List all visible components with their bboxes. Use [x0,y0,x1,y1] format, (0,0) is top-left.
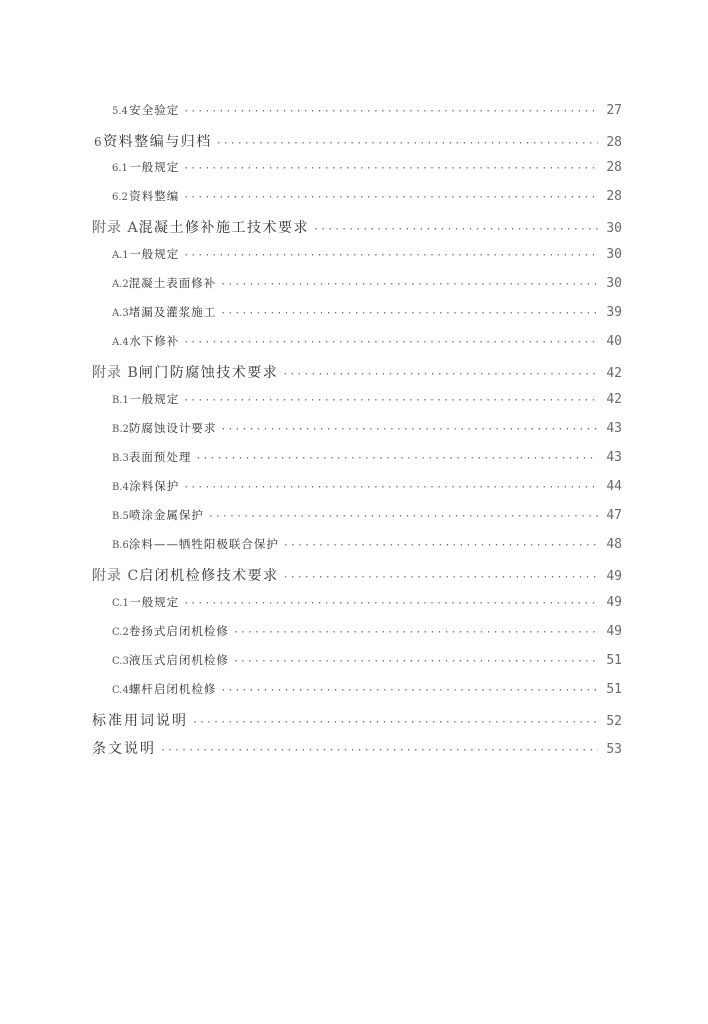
toc-entry-title: 螺杆启闭机检修 [128,682,217,696]
dot-leader [208,511,598,522]
toc-entry-number: C.2 [112,627,129,638]
dot-leader [195,453,598,464]
toc-entry-page: 51 [606,682,622,697]
toc-entry-title: 卷扬式启闭机检修 [128,624,229,638]
toc-entry[interactable] [92,449,622,478]
toc-entry-title: 表面预处理 [128,450,192,464]
dot-leader [283,572,598,583]
dot-leader [220,279,598,290]
toc-entry-number: C.4 [112,685,129,696]
toc-entry-title: 液压式启闭机检修 [128,653,229,667]
toc-entry-title: 涂料保护 [129,479,180,493]
toc-entry-page: 47 [606,508,622,523]
toc-entry[interactable] [92,304,622,333]
dot-leader [160,745,598,756]
toc-entry-number: C.1 [112,598,129,609]
toc-entry-page: 43 [606,450,622,465]
toc-entry[interactable] [92,738,622,766]
dot-leader [183,250,598,261]
toc-entry-title: 涂料——牺牲阳极联合保护 [128,537,279,551]
toc-entry-number: B.1 [112,395,129,406]
toc-entry-title: 水下修补 [129,334,180,348]
toc-entry[interactable] [92,131,622,159]
toc-entry-number: A.2 [112,279,129,290]
toc-entry-number: C.3 [112,656,129,667]
toc-entry-number: A.4 [112,337,129,348]
toc-entry-title: 标准用词说明 [92,713,188,729]
toc-entry-page: 51 [606,653,622,668]
toc-entry-title: 一般规定 [129,392,180,406]
toc-entry-page: 49 [606,569,622,584]
dot-leader [220,308,598,319]
toc-entry[interactable] [92,102,622,131]
toc-entry-page: 52 [606,714,622,729]
toc-entry[interactable] [92,420,622,449]
toc-entry[interactable] [92,188,622,217]
dot-leader [233,656,598,667]
toc-entry-number: B.6 [112,540,129,551]
toc-entry[interactable] [92,536,622,565]
toc-entry[interactable] [92,710,622,738]
toc-entry-page: 40 [606,334,622,349]
dot-leader [183,163,598,174]
toc-entry-title: 资料整编与归档 [103,134,212,150]
dot-leader [183,106,598,117]
toc-entry[interactable] [92,565,622,594]
toc-entry-title: 混凝土表面修补 [128,276,217,290]
toc-entry-page: 30 [606,276,622,291]
dot-leader [220,424,598,435]
dot-leader [283,540,598,551]
toc-entry-page: 48 [606,537,622,552]
toc-entry-page: 28 [606,189,622,204]
toc-entry-page: 30 [606,247,622,262]
dot-leader [183,395,598,406]
toc-entry[interactable] [92,246,622,275]
toc-entry-number: B.2 [112,424,129,435]
dot-leader [216,138,598,149]
toc-entry[interactable] [92,362,622,391]
toc-entry-page: 53 [606,742,622,757]
toc-entry[interactable] [92,217,622,246]
toc-entry-number: 6.2 [112,192,128,203]
toc-entry-title: 防腐蚀设计要求 [128,421,217,435]
toc-entry-number: 附录 A [92,220,139,236]
toc-entry[interactable] [92,333,622,362]
toc-entry[interactable] [92,391,622,420]
toc-entry-number: B.3 [112,453,129,464]
toc-entry-title: 安全验定 [129,103,180,117]
toc-entry-page: 28 [606,160,622,175]
dot-leader [183,598,598,609]
dot-leader [282,369,598,380]
dot-leader [220,685,598,696]
toc-entry-page: 30 [606,221,622,236]
toc-entry[interactable] [92,275,622,304]
table-of-contents [92,102,622,766]
toc-entry-title: 闸门防腐蚀技术要求 [138,365,279,381]
toc-entry-number: 附录 B [92,365,139,381]
toc-entry[interactable] [92,652,622,681]
toc-entry-title: 一般规定 [129,595,180,609]
dot-leader [233,627,598,638]
toc-entry-number: A.3 [112,308,129,319]
toc-entry-number: B.5 [112,511,129,522]
dot-leader [313,224,598,235]
toc-entry[interactable] [92,478,622,507]
toc-entry-page: 49 [606,624,622,639]
toc-entry-number: B.4 [112,482,129,493]
toc-entry-number: 6.1 [112,163,128,174]
toc-entry[interactable] [92,507,622,536]
toc-entry-number: A.1 [112,250,129,261]
toc-entry-page: 28 [606,135,622,150]
toc-entry-number: 5.4 [112,106,128,117]
toc-entry-title: 喷涂金属保护 [128,508,204,522]
toc-entry[interactable] [92,681,622,710]
toc-entry-page: 44 [606,479,622,494]
toc-entry-page: 42 [606,366,622,381]
toc-entry-page: 42 [606,392,622,407]
toc-entry-title: 一般规定 [129,247,180,261]
toc-entry-title: 混凝土修补施工技术要求 [138,220,310,236]
toc-entry-number: 附录 C [92,568,140,584]
toc-entry-title: 一般规定 [129,160,180,174]
toc-entry-title: 条文说明 [92,741,156,757]
toc-entry-page: 49 [606,595,622,610]
toc-entry-number: 6 [94,135,102,149]
toc-entry-title: 堵漏及灌浆施工 [128,305,217,319]
toc-entry-page: 27 [606,103,622,118]
dot-leader [192,717,598,728]
dot-leader [183,192,598,203]
toc-entry-page: 39 [606,305,622,320]
toc-entry[interactable] [92,594,622,623]
toc-entry[interactable] [92,623,622,652]
toc-entry-title: 资料整编 [129,189,180,203]
toc-entry-page: 43 [606,421,622,436]
toc-entry[interactable] [92,159,622,188]
dot-leader [183,337,598,348]
dot-leader [183,482,598,493]
toc-entry-title: 启闭机检修技术要求 [139,568,279,584]
